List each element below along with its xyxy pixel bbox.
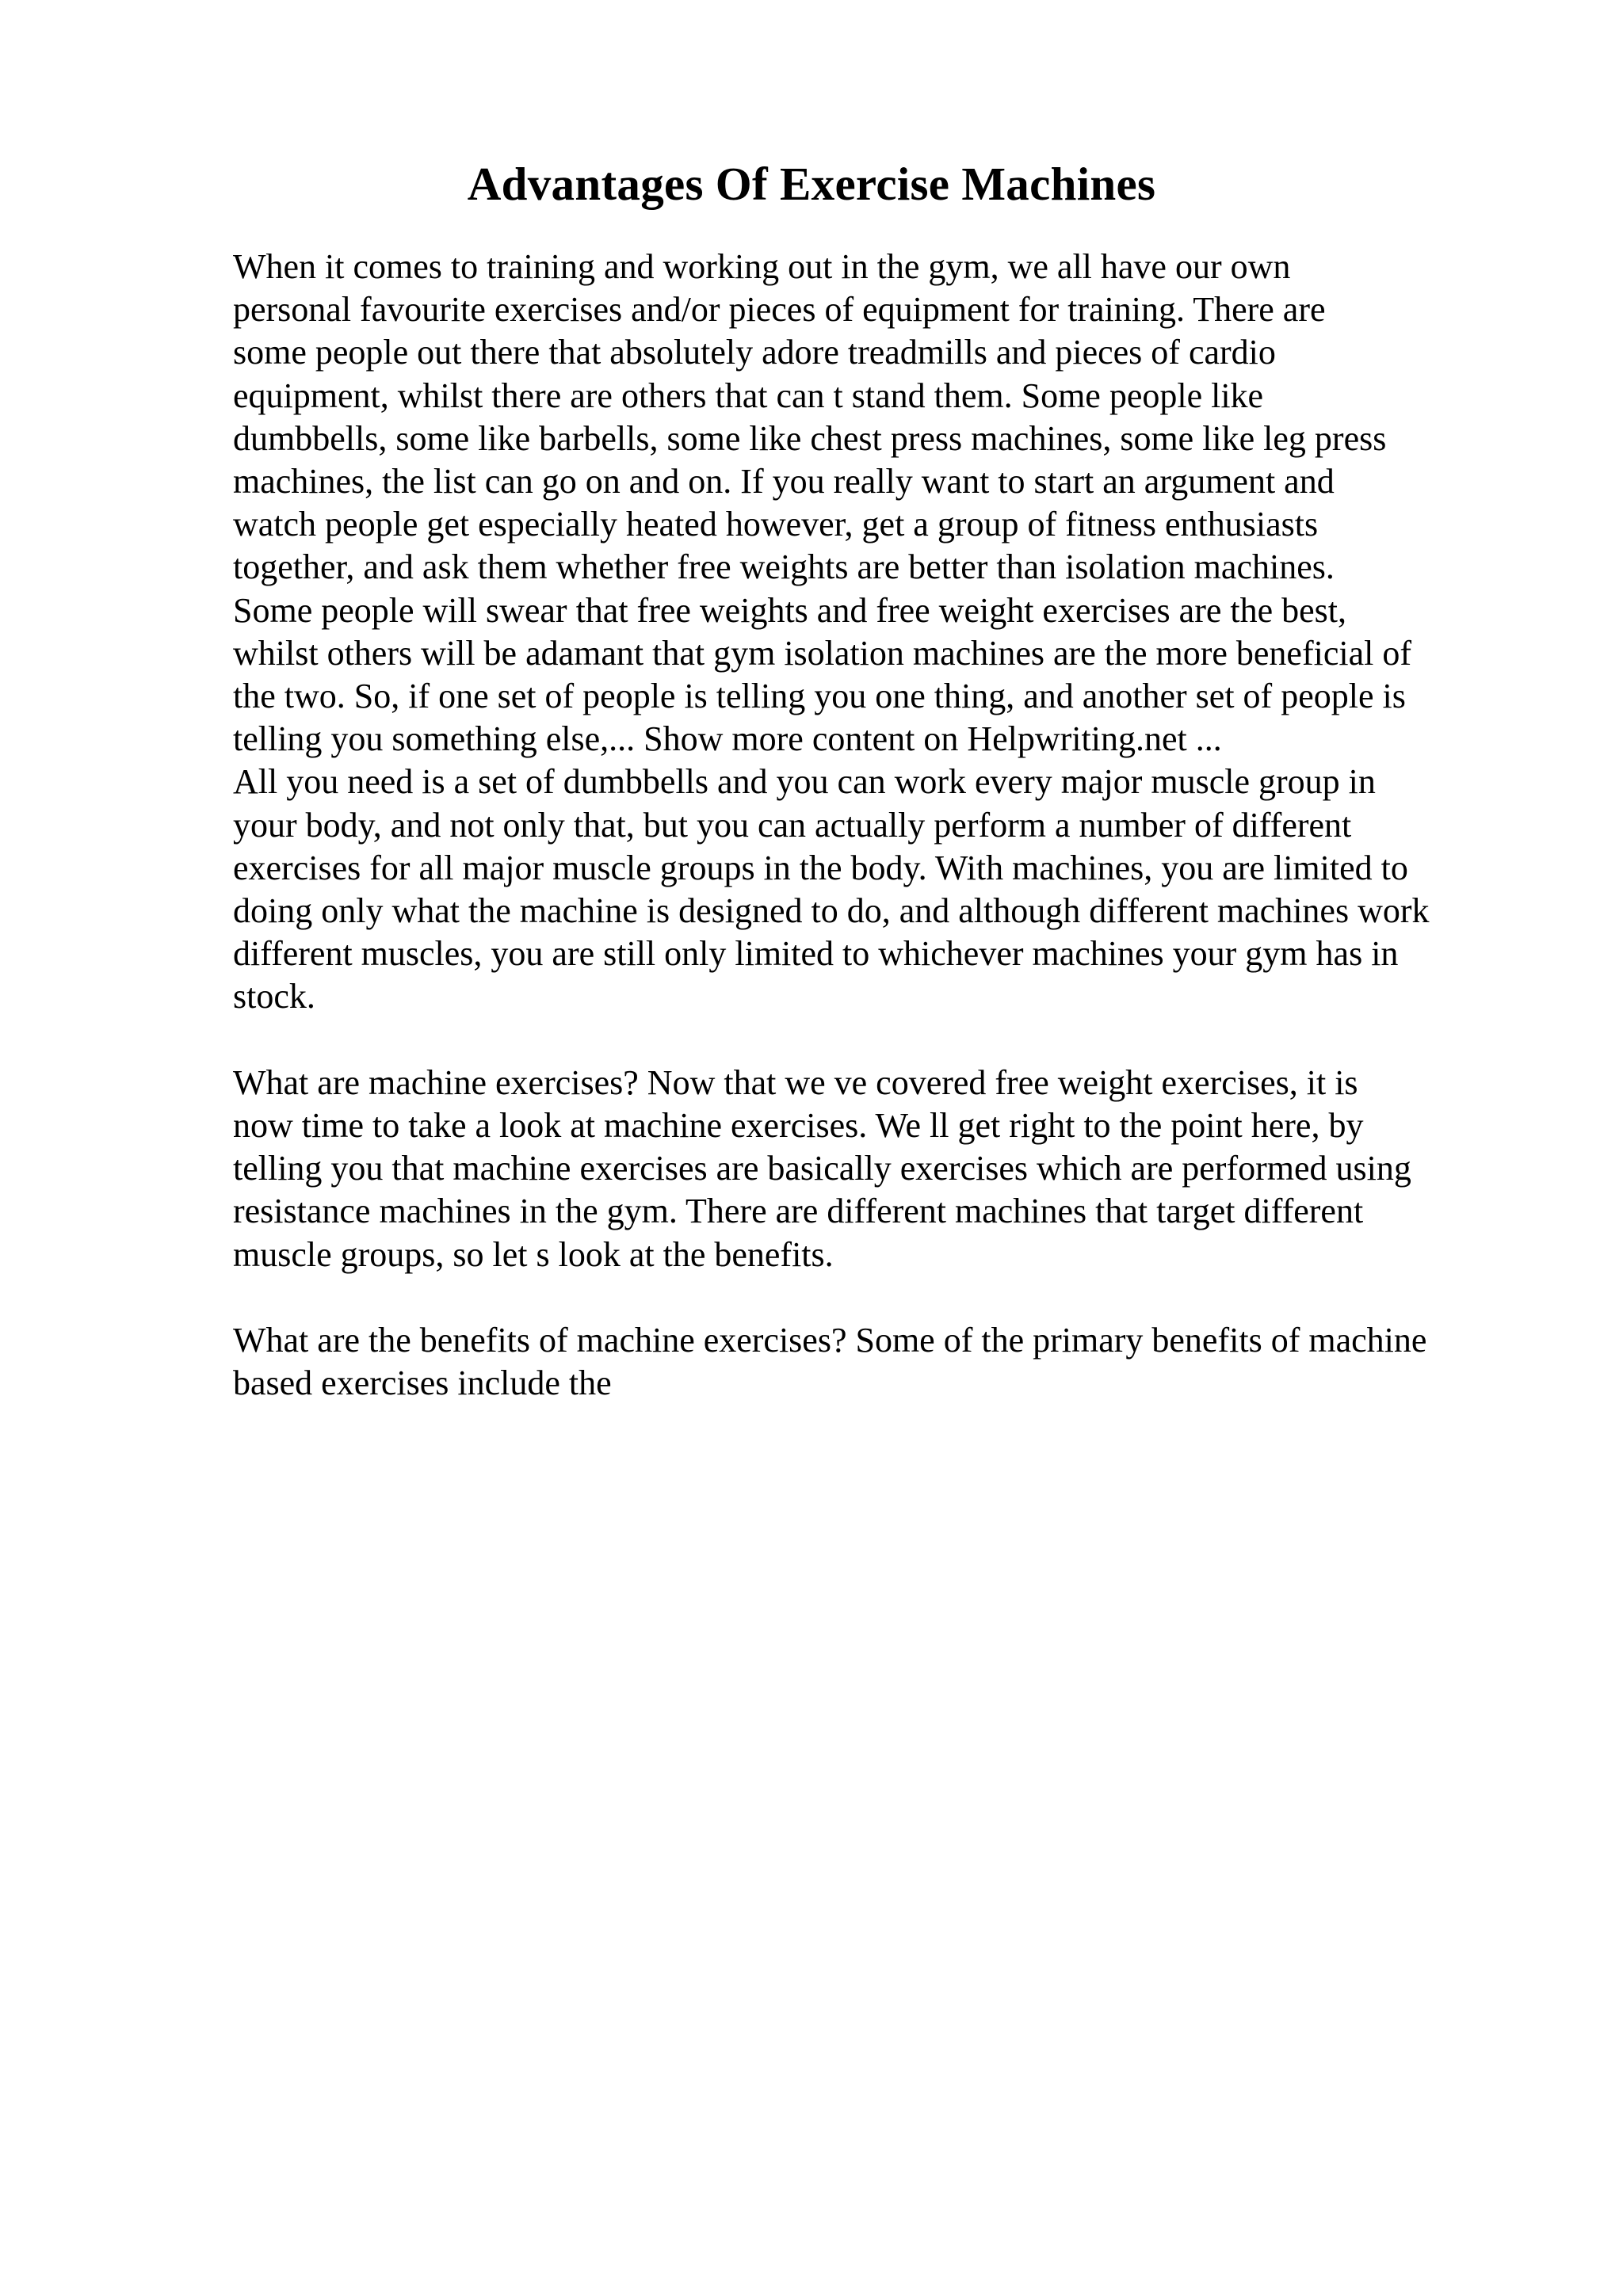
text-line: resistance machines in the gym. There are different machines that target different <box>233 1192 1364 1231</box>
paragraph-benefits <box>233 1319 1517 1405</box>
text-line: some people out there that absolutely adore treadmills and pieces of cardio <box>233 333 1276 372</box>
text-line: When it comes to training and working out in the gym, we all have our own <box>233 247 1291 286</box>
text-line: based exercises include the <box>233 1363 612 1403</box>
document-title: Advantages Of Exercise Machines <box>467 158 1156 210</box>
document-body <box>233 246 1517 1405</box>
text-line: telling you something else,... Show more content on Helpwriting.net ... <box>233 719 1222 759</box>
text-line: personal favourite exercises and/or pieces of equipment for training. There are <box>233 290 1326 330</box>
text-line: different muscles, you are still only limited to whichever machines your gym has in <box>233 934 1399 974</box>
text-line: stock. <box>233 977 315 1016</box>
text-line: the two. So, if one set of people is telling you one thing, and another set of people is <box>233 677 1406 716</box>
text-line: now time to take a look at machine exercises. We ll get right to the point here, by <box>233 1106 1364 1146</box>
text-line: equipment, whilst there are others that can t stand them. Some people like <box>233 376 1264 415</box>
text-line: watch people get especially heated however, get a group of fitness enthusiasts <box>233 505 1319 544</box>
paragraph-spacer <box>233 1019 1517 1062</box>
text-line: machines, the list can go on and on. If you really want to start an argument and <box>233 462 1335 502</box>
text-line: telling you that machine exercises are basically exercises which are performed using <box>233 1149 1411 1188</box>
text-line: All you need is a set of dumbbells and you can work every major muscle group in <box>233 762 1376 802</box>
text-line: Some people will swear that free weights and free weight exercises are the best, <box>233 590 1347 630</box>
text-line: dumbbells, some like barbells, some like chest press machines, some like leg press <box>233 418 1387 458</box>
text-line: What are machine exercises? Now that we ve covered free weight exercises, it is <box>233 1062 1358 1102</box>
text-line: muscle groups, so let s look at the benefits. <box>233 1234 834 1274</box>
text-line: your body, and not only that, but you can actually perform a number of different <box>233 805 1352 845</box>
paragraph-machine-exercises <box>233 1062 1517 1276</box>
text-line: doing only what the machine is designed to do, and although different machines work <box>233 891 1430 931</box>
paragraph-spacer <box>233 1276 1517 1319</box>
paragraph-dumbbells <box>233 761 1517 1018</box>
text-line: together, and ask them whether free weights are better than isolation machines. <box>233 547 1335 587</box>
paragraph-intro <box>233 246 1517 761</box>
text-line: whilst others will be adamant that gym isolation machines are the more beneficial of <box>233 633 1411 673</box>
text-line: What are the benefits of machine exercises? Some of the primary benefits of machine <box>233 1321 1427 1360</box>
text-line: exercises for all major muscle groups in the body. With machines, you are limited to <box>233 848 1408 887</box>
